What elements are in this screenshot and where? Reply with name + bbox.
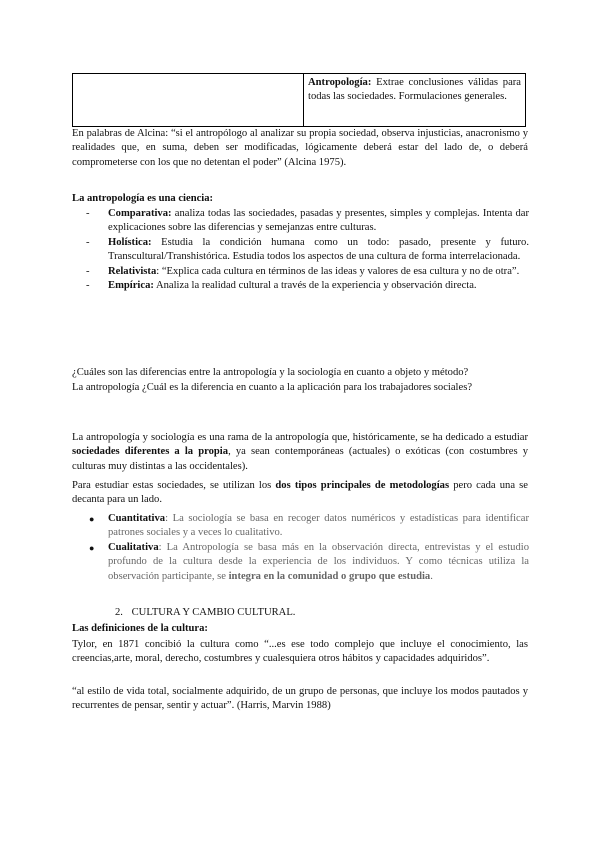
- item-term: Empírica:: [108, 280, 154, 292]
- ciencia-list: [86, 207, 529, 293]
- section-number: 2.: [115, 607, 123, 618]
- item-term: Comparativa:: [108, 208, 172, 219]
- paragraph-text: La antropología y sociología es una rama de la antropología que, históricamente, se ha dedicado a estudiar: [72, 432, 528, 443]
- bullet-icon: ●: [89, 542, 95, 553]
- item-text: : “Explica cada cultura en términos de las ideas y valores de esa cultura y no de otra”.: [156, 265, 520, 277]
- paragraph-methods: [72, 479, 528, 508]
- dash-bullet: -: [86, 280, 90, 292]
- paragraph-text: Para estudiar estas sociedades, se utilizan los: [72, 480, 276, 491]
- list-item: [86, 512, 529, 541]
- definition-table: [72, 73, 526, 127]
- table-anthropology-cell: [304, 74, 526, 127]
- bullet-icon: ●: [89, 514, 95, 524]
- item-term: Holística:: [108, 236, 152, 248]
- list-item: [86, 236, 529, 265]
- method-text: : La sociología se basa en recoger datos numéricos y estadísticas para identificar patrones sociales y a veces lo cualitativo.: [108, 513, 529, 539]
- paragraph-bold: sociedades diferentes a la propia: [72, 446, 229, 458]
- list-item: [86, 265, 529, 279]
- method-term: Cualitativa: [108, 541, 159, 553]
- dash-bullet: -: [86, 208, 90, 219]
- methods-list: [86, 512, 529, 584]
- paragraph-anthro-socio: [72, 431, 528, 474]
- method-tail: .: [430, 570, 433, 582]
- dash-bullet: -: [86, 265, 90, 277]
- list-item: [86, 207, 529, 236]
- section-2-heading: [115, 606, 295, 620]
- list-item: [86, 541, 529, 584]
- method-term: Cuantitativa: [108, 513, 166, 524]
- paragraph-text: , ya sean contemporáneas (actuales) o exóticas (con costumbres y culturas muy distintas a las occidentales).: [72, 446, 529, 472]
- alcina-quote: En palabras de Alcina: “si el antropólogo al analizar su propia sociedad, observa injusticias, anacronismo y realidades que, en suma, deben ser modificadas, lógicamente deberá estar del lado de, o deberá comprometerse con los que no detentan el poder” (Alcina 1975).: [72, 128, 528, 168]
- item-text: analiza todas las sociedades, pasadas y presentes, simples y complejas. Intenta dar explicaciones sobre las diferencias y semejanzas entre culturas.: [108, 208, 529, 234]
- table-text: Extrae conclusiones válidas para todas las sociedades. Formulaciones generales.: [308, 77, 522, 103]
- method-text: : La Antropología se basa más en la observación directa, entrevistas y el estudio profundo de la cultura desde la experiencia de los individuos. Y como técnicas utiliza la observación participante, se: [108, 541, 529, 582]
- tylor-definition: Tylor, en 1871 concibió la cultura como “...es ese todo complejo que incluye el conocimiento, las creencias,arte, moral, derecho, costumbres y cualesquiera otros hábitos y capacidades adquiridos”.: [72, 639, 528, 665]
- question-2: La antropología ¿Cuál es la diferencia en cuanto a la aplicación para los trabajadores sociales?: [72, 382, 473, 393]
- list-item: [86, 279, 529, 293]
- question-1: ¿Cuáles son las diferencias entre la antropología y la sociología en cuanto a objeto y método?: [72, 367, 469, 378]
- ciencia-heading: La antropología es una ciencia:: [72, 193, 214, 204]
- table-empty-cell: [73, 74, 304, 127]
- section-title: CULTURA Y CAMBIO CULTURAL.: [131, 607, 296, 618]
- item-text: Estudia la condición humana como un todo: pasado, presente y futuro. Transcultural/Transhistórica. Estudia todos los aspectos de una cultura de forma interrelacionada.: [108, 236, 529, 263]
- paragraph-text: pero cada una se decanta para un lado.: [72, 480, 528, 506]
- item-text: Analiza la realidad cultural a través de la experiencia y observación directa.: [153, 280, 477, 292]
- definitions-heading: Las definiciones de la cultura:: [72, 623, 208, 634]
- harris-definition: “al estilo de vida total, socialmente adquirido, de un grupo de personas, que incluye los modos pautados y recurrentes de pensar, sentir y actuar”. (Harris, Marvin 1988): [72, 686, 528, 712]
- dash-bullet: -: [86, 236, 90, 248]
- method-bold: integra en la comunidad o grupo que estudia: [228, 570, 431, 582]
- table-term: Antropología:: [308, 77, 372, 88]
- paragraph-bold: dos tipos principales de metodologías: [275, 480, 450, 491]
- item-term: Relativista: [108, 265, 157, 277]
